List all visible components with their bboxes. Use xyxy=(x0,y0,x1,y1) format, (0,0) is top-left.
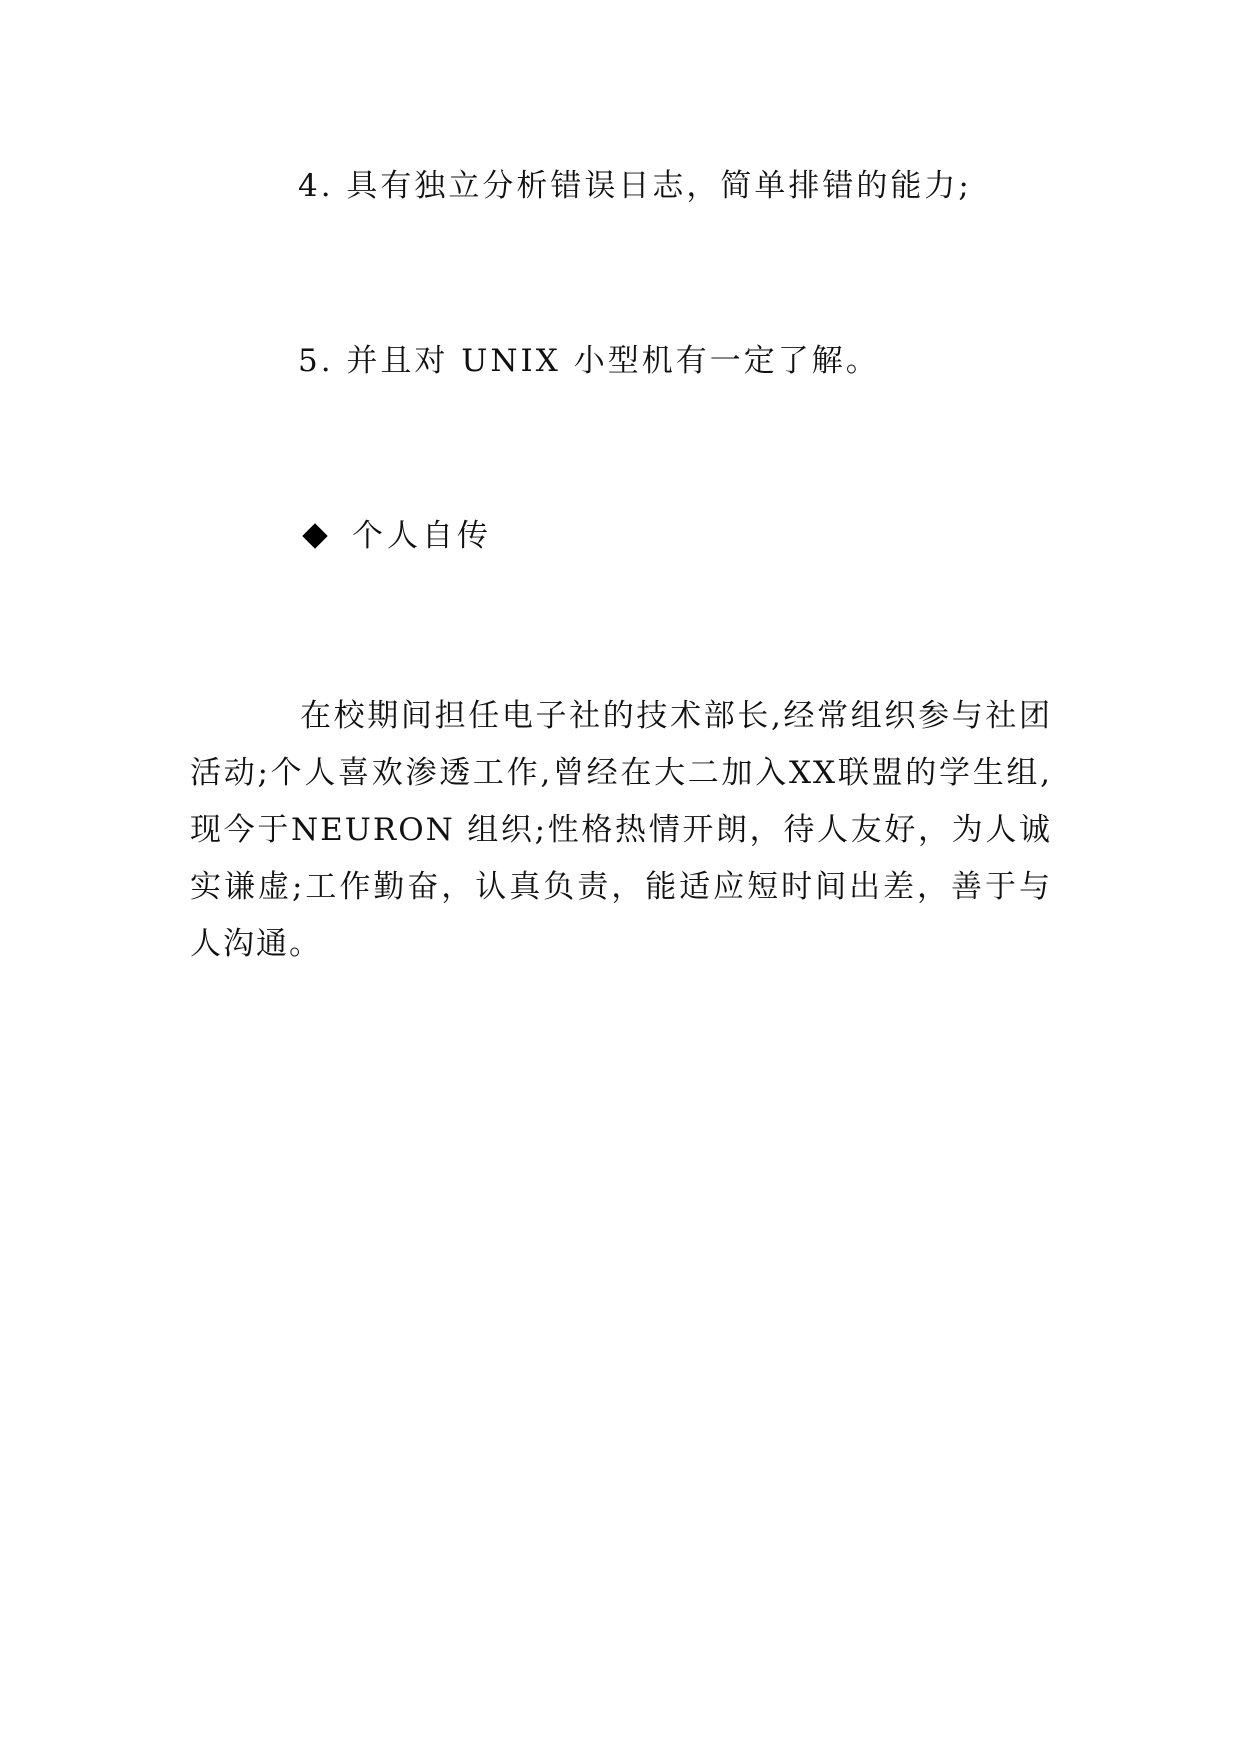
diamond-bullet-icon xyxy=(302,523,327,548)
section-heading-text: 个人自传 xyxy=(352,518,492,554)
list-item-4: 4. 具有独立分析错误日志，简单排错的能力; xyxy=(298,168,972,204)
section-heading-autobiography xyxy=(298,516,492,556)
list-item-5: 5. 并且对 UNIX 小型机有一定了解。 xyxy=(298,343,880,379)
autobiography-paragraph: 在校期间担任电子社的技术部长,经常组织参与社团活动;个人喜欢渗透工作,曾经在大二加入XX联盟的学生组,现今于NEURON 组织;性格热情开朗，待人友好，为人诚实谦虚;工作勤奋，认真负责，能适应短时间出差，善于与人沟通。 xyxy=(190,698,1052,962)
